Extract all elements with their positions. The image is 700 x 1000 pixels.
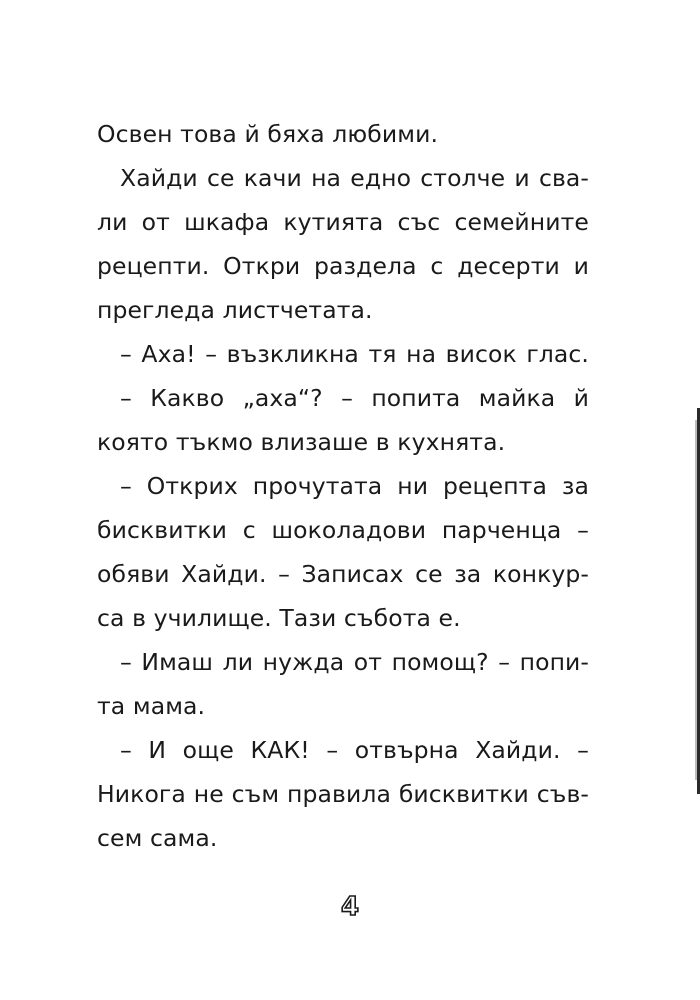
text-line: рецепти. Откри раздела с десерти и	[97, 252, 589, 280]
text-line: прегледа листчетата.	[97, 296, 373, 324]
text-line: която тъкмо влизаше в кухнята.	[97, 428, 506, 456]
text-line: – Имаш ли нужда от помощ? – попи-	[120, 648, 589, 676]
page-number: 4	[340, 892, 360, 922]
text-line: Освен това й бяха любими.	[97, 120, 439, 148]
text-line: – И още КАК! – отвърна Хайди. –	[120, 736, 589, 764]
text-line: – Открих прочутата ни рецепта за	[120, 472, 589, 500]
text-line: – Какво „аха“? – попита майка й	[120, 384, 589, 412]
text-line: та мама.	[97, 692, 206, 720]
text-line: Никога не съм правила бисквитки съв-	[97, 780, 589, 808]
text-line: са в училище. Тази събота е.	[97, 604, 461, 632]
text-line: обяви Хайди. – Записах се за конкур-	[97, 560, 589, 588]
text-line: ли от шкафа кутията със семейните	[97, 208, 589, 236]
text-line: Хайди се качи на едно столче и сва-	[120, 164, 589, 192]
text-line: сем сама.	[97, 824, 218, 852]
text-line: бисквитки с шоколадови парченца –	[97, 516, 589, 544]
text-line: – Аха! – възкликна тя на висок глас.	[120, 340, 589, 368]
